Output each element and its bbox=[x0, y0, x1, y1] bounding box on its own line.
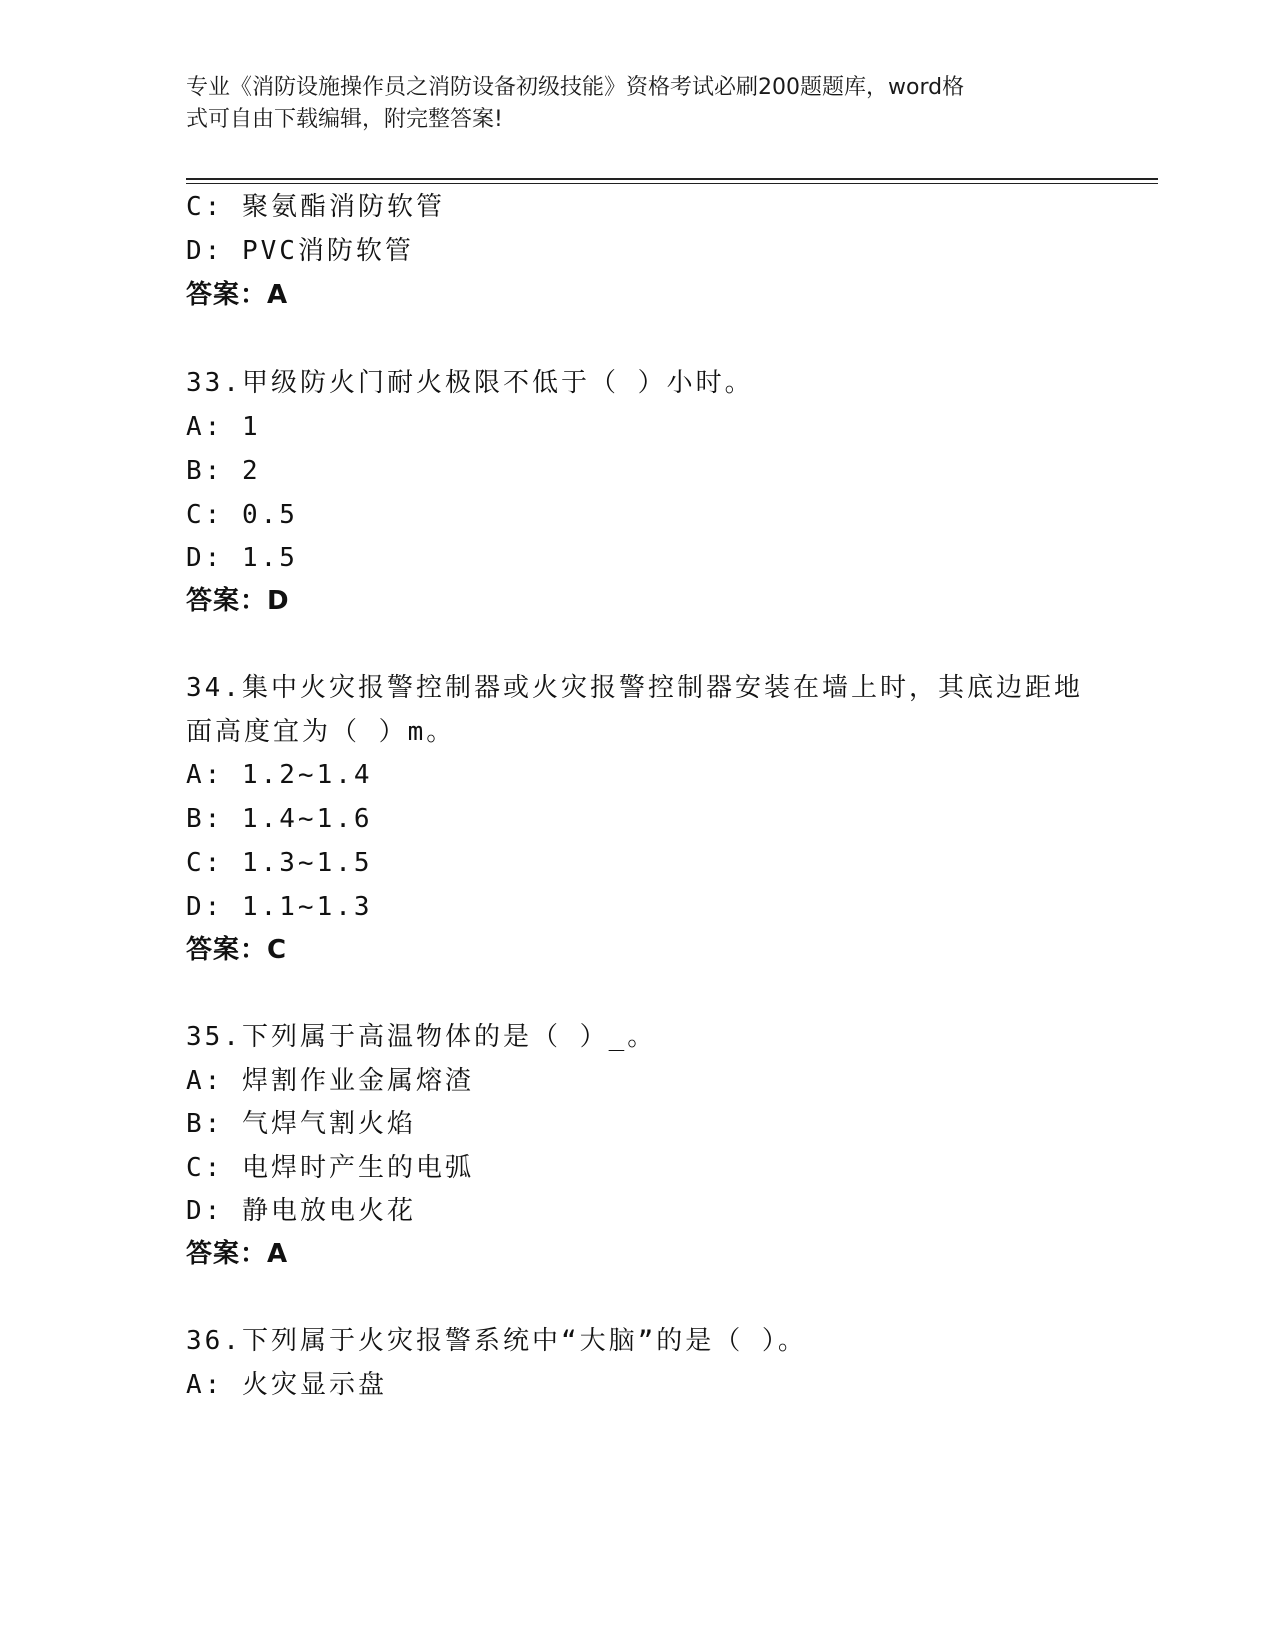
header-line-2: 式可自由下载编辑，附完整答案! bbox=[186, 107, 503, 132]
option-b: B: 气焊气割火焰 bbox=[186, 1109, 416, 1139]
option-d: D: PVC消防软管 bbox=[186, 236, 414, 266]
option-c: C: 0.5 bbox=[186, 500, 298, 530]
question-stem: 33.甲级防火门耐火极限不低于（ ）小时。 bbox=[186, 368, 754, 398]
question-stem: 36.下列属于火灾报警系统中“大脑”的是（ ）。 bbox=[186, 1326, 807, 1356]
question-stem-cont: 面高度宜为（ ）m。 bbox=[186, 717, 456, 747]
option-c: C: 电焊时产生的电弧 bbox=[186, 1153, 474, 1183]
answer: 答案：D bbox=[186, 586, 290, 616]
header-rule-thick bbox=[186, 178, 1158, 180]
document-header bbox=[186, 72, 1066, 136]
answer: 答案：A bbox=[186, 280, 289, 310]
option-b: B: 2 bbox=[186, 456, 261, 486]
option-a: A: 焊割作业金属熔渣 bbox=[186, 1066, 474, 1096]
header-line-1: 专业《消防设施操作员之消防设备初级技能》资格考试必刷200题题库，word格 bbox=[186, 75, 965, 100]
question-stem: 34.集中火灾报警控制器或火灾报警控制器安装在墙上时，其底边距地 bbox=[186, 673, 1083, 703]
option-b: B: 1.4~1.6 bbox=[186, 804, 373, 834]
option-a: A: 火灾显示盘 bbox=[186, 1370, 387, 1400]
option-c: C: 聚氨酯消防软管 bbox=[186, 192, 445, 222]
answer: 答案：A bbox=[186, 1239, 289, 1269]
answer: 答案：C bbox=[186, 935, 288, 965]
option-d: D: 1.5 bbox=[186, 543, 298, 573]
question-stem: 35.下列属于高温物体的是（ ）_。 bbox=[186, 1022, 657, 1052]
option-a: A: 1 bbox=[186, 412, 261, 442]
header-rule-thin bbox=[186, 183, 1158, 184]
option-c: C: 1.3~1.5 bbox=[186, 848, 373, 878]
option-d: D: 1.1~1.3 bbox=[186, 892, 373, 922]
option-d: D: 静电放电火花 bbox=[186, 1196, 416, 1226]
option-a: A: 1.2~1.4 bbox=[186, 760, 373, 790]
